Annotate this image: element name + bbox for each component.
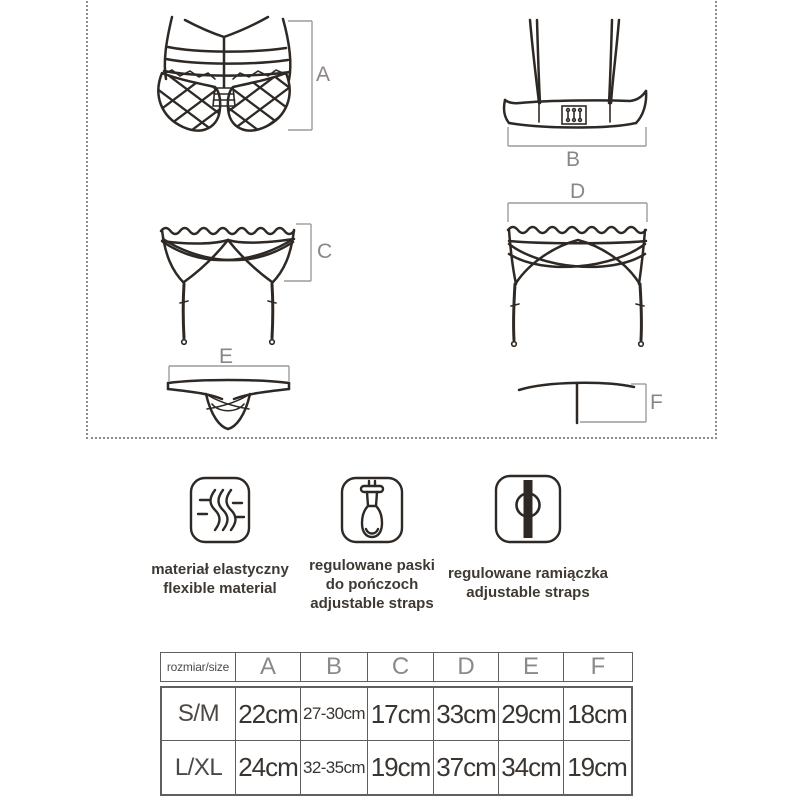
hook-closure xyxy=(562,106,586,124)
feature-caption xyxy=(416,564,640,602)
value-sm-b: 27-30cm xyxy=(300,688,367,741)
garter-belt-front-sketch xyxy=(161,228,294,344)
value-lxl-e: 34cm xyxy=(498,741,563,794)
value-lxl-c: 19cm xyxy=(367,741,433,794)
size-table-body xyxy=(160,686,633,796)
value-sm-c: 17cm xyxy=(367,688,433,741)
measurement-bracket-f xyxy=(580,384,646,422)
header-cell-a: A xyxy=(235,653,300,681)
measurement-label-d: D xyxy=(570,180,587,203)
adjustable-strap-slider-icon xyxy=(494,474,562,544)
measurement-label-b: B xyxy=(566,148,582,171)
value-sm-d: 33cm xyxy=(433,688,498,741)
header-cell-f: F xyxy=(563,653,632,681)
header-cell-c: C xyxy=(367,653,433,681)
panties-back-sketch xyxy=(519,383,634,423)
caption-line: adjustable straps xyxy=(310,595,434,612)
value-lxl-d: 37cm xyxy=(433,741,498,794)
caption-line: regulowane ramiączka xyxy=(447,565,609,582)
garter-strap-clip-icon xyxy=(340,476,404,544)
panties-front-sketch xyxy=(168,380,289,429)
bra-front-sketch xyxy=(148,17,302,185)
size-label-sm: S/M xyxy=(162,688,235,741)
header-cell-b: B xyxy=(300,653,367,681)
value-sm-e: 29cm xyxy=(498,688,563,741)
measurement-bracket-a xyxy=(288,21,312,130)
value-lxl-b: 32-35cm xyxy=(300,741,367,794)
measurement-bracket-b xyxy=(508,127,646,146)
garter-belt-back-sketch xyxy=(508,227,646,346)
size-table-header xyxy=(160,652,633,682)
measurement-label-e: E xyxy=(219,345,235,368)
value-lxl-f: 19cm xyxy=(563,741,630,794)
caption-line: flexible material xyxy=(163,580,277,597)
caption-line: materiał elastyczny xyxy=(151,561,289,578)
bra-back-sketch xyxy=(504,20,646,128)
measurement-bracket-d xyxy=(508,203,647,222)
header-cell-e: E xyxy=(498,653,563,681)
value-sm-f: 18cm xyxy=(563,688,630,741)
size-label-lxl: L/XL xyxy=(174,753,223,781)
feature-adjustable-straps xyxy=(416,474,640,602)
measurement-label-f: F xyxy=(650,391,664,414)
measurement-label-a: A xyxy=(316,63,332,86)
measurement-label-c: C xyxy=(317,240,334,263)
caption-line: adjustable straps xyxy=(466,584,590,601)
caption-line: regulowane paski xyxy=(309,557,435,574)
flexible-material-icon xyxy=(189,476,251,544)
header-cell-rozmiar-size: rozmiar/size xyxy=(166,660,230,674)
caption-line: do pończoch xyxy=(325,576,419,593)
value-sm-a: 22cm xyxy=(235,688,300,741)
header-cell-d: D xyxy=(433,653,498,681)
value-lxl-a: 24cm xyxy=(235,741,300,794)
